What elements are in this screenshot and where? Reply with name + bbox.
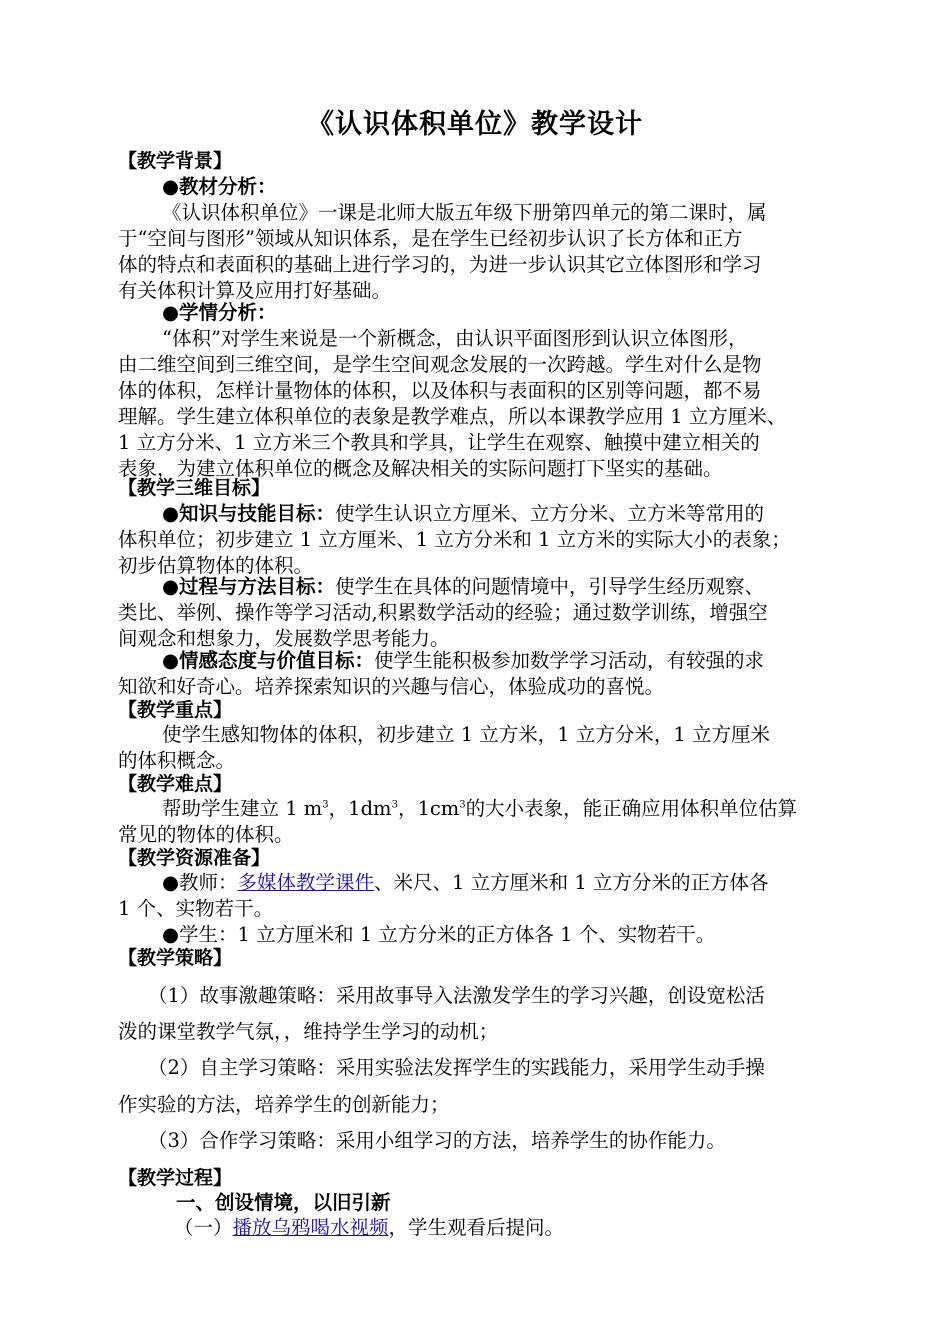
difficulty-line — [162, 796, 797, 822]
key-point-line: 的体积概念。 — [118, 749, 236, 772]
strategy-line: （3）合作学习策略：采用小组学习的方法，培养学生的协作能力。 — [148, 1129, 726, 1152]
resource-student-line: ●学生：1 立方厘米和 1 立方分米的正方体各 1 个、实物若干。 — [162, 923, 716, 946]
resource-teacher-label: ●教师： — [162, 871, 238, 894]
difficulty-text: 帮助学生建立 1 m — [162, 797, 323, 820]
student-line: 由二维空间到三维空间，是学生空间观念发展的一次跨越。学生对什么是物 — [118, 353, 762, 376]
section-heading: 一、创设情境，以旧引新 — [176, 1191, 391, 1214]
goal-emotion-text: 使学生能积极参加数学学习活动，有较强的求 — [374, 649, 765, 672]
label-process-goal: ●过程与方法目标： — [162, 575, 336, 598]
multimedia-courseware-link[interactable]: 多媒体教学课件 — [237, 871, 375, 894]
goal-knowledge-line — [162, 501, 764, 527]
material-line: 《认识体积单位》一课是北师大版五年级下册第四单元的第二课时，属 — [162, 201, 767, 224]
key-point-line: 使学生感知物体的体积，初步建立 1 立方米，1 立方分米，1 立方厘米 — [162, 723, 771, 746]
student-line: 表象，为建立体积单位的概念及解决相关的实际问题打下坚实的基础。 — [118, 457, 723, 480]
material-line: 有关体积计算及应用打好基础。 — [118, 279, 392, 302]
crow-video-link[interactable]: 播放乌鸦喝水视频 — [232, 1216, 389, 1239]
strategy-line: （1）故事激趣策略：采用故事导入法激发学生的学习兴趣，创设宽松活 — [148, 984, 765, 1007]
superscript: 3 — [459, 799, 466, 811]
goal-emotion-line: 知欲和好奇心。培养探索知识的兴趣与信心，体验成功的喜悦。 — [118, 675, 665, 698]
process-item-number: （一） — [174, 1216, 233, 1239]
student-line: 体的体积，怎样计量物体的体积，以及体积与表面积的区别等问题，都不易 — [118, 379, 762, 402]
document-title: 《认识体积单位》教学设计 — [307, 109, 643, 140]
heading-process: 【教学过程】 — [118, 1167, 233, 1189]
label-material-analysis: ●教材分析： — [162, 175, 277, 198]
goal-process-line: 间观念和想象力，发展数学思考能力。 — [118, 627, 450, 650]
difficulty-text: ，1dm — [328, 797, 392, 820]
process-item-text: ，学生观看后提问。 — [388, 1216, 565, 1239]
material-line: 于“空间与图形”领域从知识体系，是在学生已经初步认识了长方体和正方 — [118, 227, 743, 250]
student-line: 1 立方分米、1 立方米三个教具和学具，让学生在观察、触摸中建立相关的 — [118, 431, 760, 454]
superscript: 3 — [322, 799, 329, 811]
superscript: 3 — [391, 799, 398, 811]
student-line: 理解。学生建立体积单位的表象是教学难点，所以本课教学应用 1 立方厘米、 — [118, 405, 787, 428]
heading-difficulties: 【教学难点】 — [118, 773, 233, 795]
material-line: 体的特点和表面积的基础上进行学习的，为进一步认识其它立体图形和学习 — [118, 253, 762, 276]
label-emotion-goal: ●情感态度与价值目标： — [162, 649, 375, 672]
heading-strategy: 【教学策略】 — [118, 947, 233, 969]
goal-process-text: 使学生在具体的问题情境中，引导学生经历观察、 — [335, 575, 765, 598]
goal-emotion-line — [162, 648, 764, 674]
label-student-analysis: ●学情分析： — [162, 301, 277, 324]
heading-resources: 【教学资源准备】 — [118, 847, 271, 869]
process-item-line — [174, 1215, 564, 1241]
resource-teacher-text: 、米尺、1 立方厘米和 1 立方分米的正方体各 — [374, 871, 769, 894]
goal-process-line: 类比、举例、操作等学习活动,积累数学活动的经验；通过数学训练，增强空 — [118, 601, 768, 624]
difficulty-text: ，1cm — [397, 797, 460, 820]
resource-teacher-line: 1 个、实物若干。 — [118, 897, 274, 920]
goal-process-line — [162, 574, 764, 600]
heading-key-points: 【教学重点】 — [118, 699, 233, 721]
strategy-line: 作实验的方法，培养学生的创新能力； — [118, 1093, 450, 1116]
goal-knowledge-line: 初步估算物体的体积。 — [118, 554, 314, 577]
goal-knowledge-line: 体积单位；初步建立 1 立方厘米、1 立方分米和 1 立方米的实际大小的表象； — [118, 528, 791, 551]
strategy-line: （2）自主学习策略：采用实验法发挥学生的实践能力，采用学生动手操 — [148, 1056, 765, 1079]
heading-background: 【教学背景】 — [118, 150, 233, 172]
difficulty-text: 的大小表象，能正确应用体积单位估算 — [465, 797, 798, 820]
difficulty-line: 常见的物体的体积。 — [118, 823, 294, 846]
label-knowledge-goal: ●知识与技能目标： — [162, 502, 336, 525]
student-line: “体积”对学生来说是一个新概念，由认识平面图形到认识立体图形， — [162, 327, 748, 350]
heading-goals: 【教学三维目标】 — [118, 477, 271, 499]
resource-teacher-line — [162, 870, 768, 896]
goal-knowledge-text: 使学生认识立方厘米、立方分米、立方米等常用的 — [335, 502, 765, 525]
strategy-line: 泼的课堂教学气氛，，维持学生学习的动机； — [118, 1020, 499, 1043]
